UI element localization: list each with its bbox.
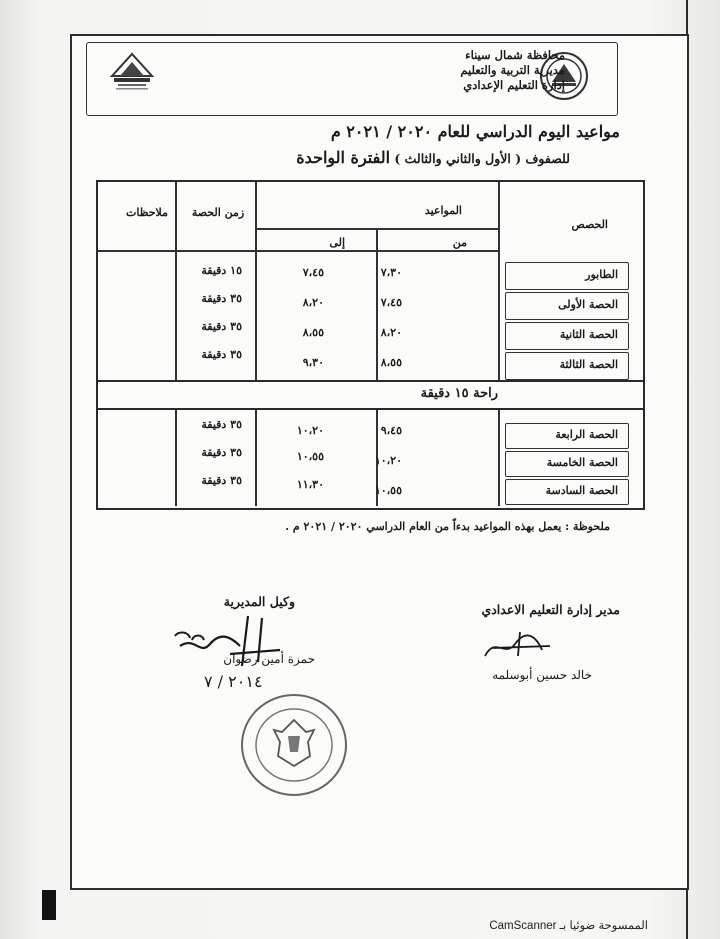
deputy-title: وكيل المديرية [223, 594, 295, 609]
subtitle-period: الفترة الواحدة [296, 148, 391, 167]
header-governorate: محافظة شمال سيناء [465, 48, 565, 62]
table-row-period: الحصة الرابعة [555, 428, 618, 441]
table-row-duration: ٣٥ دقيقة [201, 446, 242, 459]
table-row-from: ٩،٤٥ [380, 424, 402, 437]
table-row-period: الحصة الأولى [558, 298, 618, 311]
scan-mark [42, 890, 56, 920]
table-row-period: الطابور [585, 268, 618, 281]
table-row-from: ٧،٤٥ [380, 296, 402, 309]
directorate-logo-icon [106, 46, 158, 94]
director-signature-icon [480, 626, 560, 666]
table-row-to: ١١،٣٠ [296, 478, 324, 491]
header-notes: ملاحظات [126, 206, 168, 219]
document-subtitle [296, 148, 570, 167]
header-times: المواعيد [424, 204, 462, 217]
header-administration: إدارة التعليم الإعدادي [463, 78, 565, 92]
table-row-to: ١٠،٢٠ [296, 424, 324, 437]
table-row-from: ١٠،٥٥ [374, 484, 402, 497]
subtitle-grades: للصفوف ( الأول والثاني والثالث ) [394, 151, 570, 166]
table-row-duration: ٣٥ دقيقة [201, 474, 242, 487]
header-text [460, 48, 565, 93]
table-row-period: الحصة الثالثة [559, 358, 618, 371]
table-row-to: ٨،٢٠ [302, 296, 324, 309]
table-row-to: ١٠،٥٥ [296, 450, 324, 463]
table-row-to: ٩،٣٠ [302, 356, 324, 369]
table-row-duration: ٣٥ دقيقة [201, 418, 242, 431]
break-label: راحة ١٥ دقيقة [420, 386, 498, 401]
header-duration: زمن الحصة [191, 206, 245, 219]
footnote: ملحوظة : يعمل بهذه المواعيد بدءاً من العام الدراسي ٢٠٢٠ / ٢٠٢١ م . [285, 520, 610, 533]
table-row-duration: ٣٥ دقيقة [201, 320, 242, 333]
table-row-from: ٧،٣٠ [380, 266, 402, 279]
table-row-duration: ٣٥ دقيقة [201, 348, 242, 361]
table-row-to: ٨،٥٥ [302, 326, 324, 339]
scanner-watermark: الممسوحة ضوئيا بـ CamScanner [489, 920, 648, 932]
director-name: خالد حسين أبوسلمه [492, 668, 592, 682]
official-stamp-icon [238, 690, 350, 800]
table-row-from: ٨،٢٠ [380, 326, 402, 339]
header-period: الحصص [571, 218, 608, 231]
table-row-from: ١٠،٢٠ [374, 454, 402, 467]
table-row-to: ٧،٤٥ [302, 266, 324, 279]
header-to: إلى [329, 236, 345, 249]
table-row-from: ٨،٥٥ [380, 356, 402, 369]
header-directorate: مديرية التربية والتعليم [460, 63, 565, 77]
header-from: من [452, 236, 467, 249]
director-title: مدير إدارة التعليم الاعدادي [481, 602, 620, 617]
table-row-period: الحصة السادسة [545, 484, 618, 497]
table-row-period: الحصة الثانية [559, 328, 618, 341]
handwritten-date: ٢٠١٤ / ٧ [204, 672, 263, 691]
table-row-duration: ١٥ دقيقة [201, 264, 242, 277]
table-row-duration: ٣٥ دقيقة [201, 292, 242, 305]
table-row-period: الحصة الخامسة [546, 456, 618, 469]
deputy-name: حمزة أمين رضوان [223, 652, 315, 666]
document-title: مواعيد اليوم الدراسي للعام ٢٠٢٠ / ٢٠٢١ م [330, 122, 620, 141]
